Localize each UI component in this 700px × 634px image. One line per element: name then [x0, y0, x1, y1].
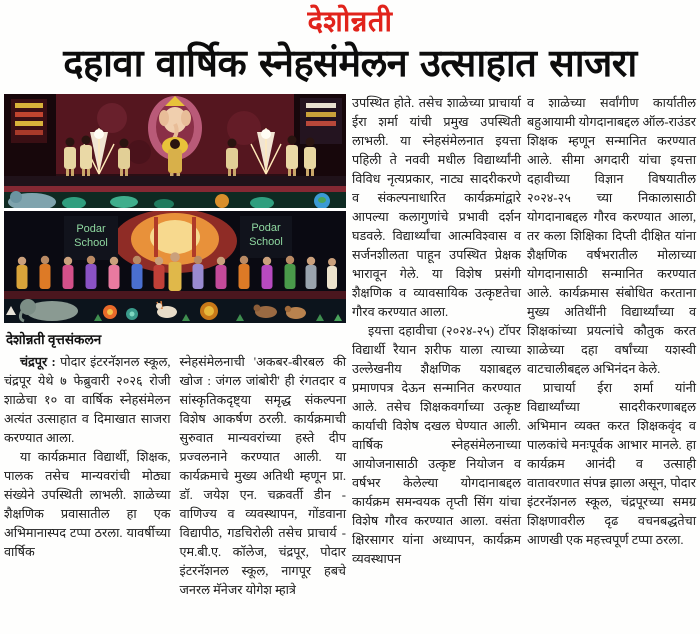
dateline: चंद्रपूर : [20, 354, 56, 369]
paragraph: व शाळेच्या सर्वांगीण कार्यातील बहुआयामी योगदानाबद्दल ऑल-राउंडर शिक्षक म्हणून सन्मानित करण्यात आले. सीमा अगदारी यांचा इयत्ता दहावीच्या विज्ञान विषयातील २०२४-२५ च्या निकालासाठी योगदानाबद्दल गौरव करण्यात आला, तर कला शिक्षिका दिप्ती दीक्षित यांना शैक्षणिक वर्षभरातील मोलाच्या योगदानासाठी सन्मानित करण्यात आले. कार्यक्रमास संबोधित करताना मुख्य अतिथींनी विद्यार्थ्यांच्या व शिक्षकांच्या प्रयत्नांचे कौतुक करत शाळेच्या दहा वर्षांच्या यशस्वी वाटचालीबद्दल अभिनंदन केले. [527, 95, 696, 376]
stage-floor [4, 176, 346, 186]
text-column-2 [180, 353, 347, 600]
paragraph: या कार्यक्रमात विद्यार्थी, शिक्षक, पालक तसेच मान्यवरांची मोठ्या संख्येने उपस्थिती लाभली. शाळेच्या शैक्षणिक प्रवासातील हा एक अभिमानास्पद टप्पा ठरला. यावर्षीच्या वार्षिक [4, 449, 171, 559]
svg-text:Podar: Podar [251, 221, 281, 234]
newspaper-masthead: देशोन्नती [307, 4, 393, 38]
stage-left-panel [4, 94, 56, 176]
podar-school-sign-right [240, 216, 292, 258]
decor-band-top-photo [4, 191, 346, 208]
text-column-1 [4, 353, 171, 600]
stage-front-edge [4, 291, 346, 299]
center-king-figure [169, 252, 182, 291]
podar-school-sign-left [64, 216, 118, 260]
article-photos [4, 94, 346, 323]
text-column-3 [352, 94, 521, 569]
animal-cutouts-band [4, 299, 346, 323]
lion-cutout [200, 302, 218, 320]
paragraph: प्राचार्या ईरा शर्मा यांनी विद्यार्थ्यांच्या सादरीकरणाबद्दल अभिमान व्यक्त करत शिक्षकवृंद व पालकांचे मनःपूर्वक आभार मानले. हा कार्यक्रम आनंदी व उत्साही वातावरणात संपन्न झाला असून, पोदार इंटरनॅशनल स्कूल, चंद्रपूरच्या समग्र शिक्षणावरील दृढ वचनबद्धतेचा आणखी एक महत्त्वपूर्ण टप्पा ठरला. [527, 380, 696, 547]
text-column-4 [527, 94, 696, 550]
paragraph: स्नेहसंमेलनाची 'अकबर-बीरबल की खोज : जंगल जांबोरी' ही रंगतदार व सांस्कृतिकदृष्ट्या समृद्ध संकल्पना विशेष आकर्षण ठरली. कार्यक्रमाची सुरुवात मान्यवरांच्या हस्ते दीप प्रज्वलनाने करण्यात आली. या कार्यक्रमाचे मुख्य अतिथी म्हणून प्रा. डॉ. जयेश एन. चक्रवर्ती डीन - वाणिज्य व व्यवस्थापन, गोंडवाना विद्यापीठ, गडचिरोली तसेच प्राचार्य - एम.बी.ए. कॉलेज, चंद्रपूर, पोदार इंटरनॅशनल स्कूल, नागपूर हबचे जनरल मॅनेजर योगेश म्हात्रे [179, 354, 346, 597]
stage-photo-top [4, 94, 346, 208]
paragraph [4, 353, 171, 448]
paragraph: उपस्थित होते. तसेच शाळेच्या प्राचार्या ईरा शर्मा यांची प्रमुख उपस्थिती लाभली. या स्नेहसंमेलनात इयत्ता पहिली ते नववी मधील विद्यार्थ्यांनी विविध नृत्यप्रकार, नाट्य सादरीकरणे व संकल्पनाधारित कार्यक्रमांद्वारे आपल्या कलागुणांचे प्रभावी दर्शन घडवले. विद्यार्थ्यांचा आत्मविश्वास व सर्जनशीलता पाहून उपस्थित प्रेक्षक भारावून गेले. या विशेष प्रसंगी शैक्षणिक व व्यावसायिक उत्कृष्टतेचा गौरव करण्यात आला. [352, 95, 521, 319]
left-text-columns [4, 353, 346, 600]
stage-front-edge [4, 186, 346, 192]
paragraph: इयत्ता दहावीचा (२०२४-२५) टॉपर विद्यार्थी रैयान शरीफ याला त्याच्या उल्लेखनीय शैक्षणिक यशाबद्दल प्रमाणपत्र देऊन सन्मानित करण्यात आले. तसेच शिक्षकवर्गाच्या उत्कृष्ट कार्याची विशेष दखल घेण्यात आली. वार्षिक स्नेहसंमेलनाच्या आयोजनासाठी उत्कृष्ट नियोजन व वर्षभर केलेल्या योगदानाबद्दल कार्यक्रम समन्वयक तृप्ती सिंग यांचा विशेष गौरव करण्यात आला. वसंता क्षिरसागर यांना अध्यापन, कार्यक्रम व्यवस्थापन [352, 323, 521, 566]
left-half [4, 94, 346, 600]
svg-text:Podar: Podar [76, 222, 106, 235]
byline: देशोन्नती वृत्तसंकलन [6, 331, 102, 347]
stage-right-panel [294, 94, 346, 176]
article-headline: दहावा वार्षिक स्नेहसंमेलन उत्साहात साजरा [63, 41, 637, 86]
article-body [4, 94, 696, 600]
lion-cutout [215, 194, 229, 208]
paragraph-text: पोदार इंटरनॅशनल स्कूल, चंद्रपूर येथे ७ फेब्रुवारी २०२६ रोजी शाळेचा १० वा वार्षिक स्नेहसंमेलन अत्यंत उत्साहात व दिमाखात साजरा करण्यात आला. [4, 354, 171, 445]
stage-photo-bottom [4, 211, 346, 323]
svg-text:School: School [249, 235, 283, 248]
svg-text:School: School [74, 236, 108, 249]
